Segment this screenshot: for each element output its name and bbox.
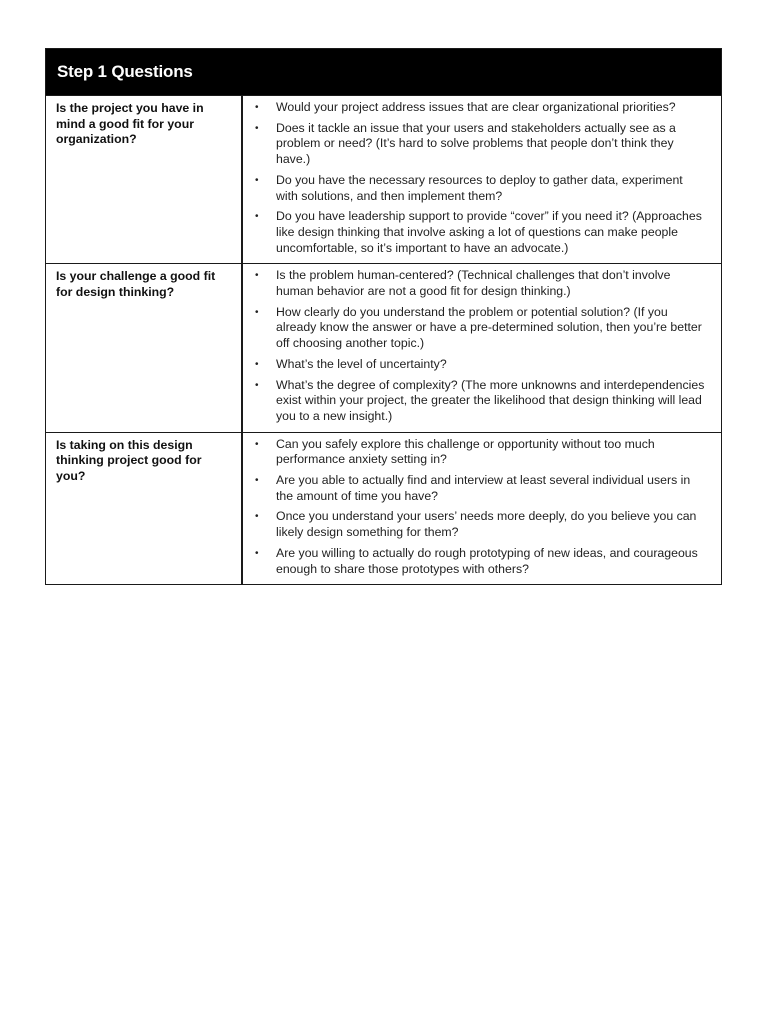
list-item — [251, 546, 707, 577]
bullet-text: Does it tackle an issue that your users and stakeholders actually see as a problem or need? (It’s hard to solve problems that people don’t think they have.) — [276, 120, 676, 167]
bullet-icon: • — [255, 174, 259, 186]
bullet-icon: • — [255, 547, 259, 559]
bullets-cell — [243, 264, 721, 431]
list-item — [251, 173, 707, 204]
bullet-text: Do you have the necessary resources to deploy to gather data, experiment with solutions, and then implement them? — [276, 172, 683, 203]
bullet-icon: • — [255, 358, 259, 370]
question-cell: Is your challenge a good fit for design thinking? — [46, 264, 243, 431]
table-row — [46, 432, 721, 585]
bullet-icon: • — [255, 211, 259, 223]
list-item — [251, 305, 707, 352]
bullet-list — [251, 268, 707, 424]
question-cell: Is the project you have in mind a good fit for your organization? — [46, 96, 243, 263]
list-item — [251, 509, 707, 540]
bullets-cell — [243, 433, 721, 585]
list-item — [251, 378, 707, 425]
bullet-icon: • — [255, 122, 259, 134]
question-cell: Is taking on this design thinking project good for you? — [46, 433, 243, 585]
table-row — [46, 95, 721, 263]
bullet-list — [251, 100, 707, 256]
bullet-text: Is the problem human-centered? (Technical challenges that don’t involve human behavior are not a good fit for design thinking.) — [276, 268, 671, 299]
bullet-text: Would your project address issues that are clear organizational priorities? — [276, 100, 676, 114]
table-row — [46, 263, 721, 431]
page-title: Step 1 Questions — [57, 62, 193, 81]
table-header — [46, 49, 721, 95]
list-item — [251, 100, 707, 116]
bullets-cell — [243, 96, 721, 263]
bullet-icon: • — [255, 475, 259, 487]
list-item — [251, 437, 707, 468]
list-item — [251, 209, 707, 256]
bullet-icon: • — [255, 511, 259, 523]
bullet-icon: • — [255, 270, 259, 282]
bullet-icon: • — [255, 379, 259, 391]
list-item — [251, 357, 707, 373]
bullet-text: Are you able to actually find and interview at least several individual users in the amount of time you have? — [276, 473, 691, 503]
bullet-text: What’s the level of uncertainty? — [276, 356, 447, 371]
bullet-text: How clearly do you understand the problem or potential solution? (If you already know the answer or have a pre-determined solution, then you’re better off choosing another topic.) — [276, 304, 702, 351]
bullet-text: Can you safely explore this challenge or opportunity without too much performance anxiety setting in? — [276, 436, 655, 467]
bullet-icon: • — [255, 102, 259, 113]
bullet-text: Do you have leadership support to provide “cover” if you need it? (Approaches like design thinking that involve asking a lot of questions can make people uncomfortable, so it’s important to have an advocate.) — [276, 209, 702, 255]
list-item — [251, 473, 707, 504]
bullet-text: Are you willing to actually do rough prototyping of new ideas, and courageous enough to share those prototypes with others? — [276, 545, 698, 576]
bullet-list — [251, 437, 707, 578]
questions-table — [45, 48, 722, 585]
bullet-icon: • — [255, 438, 259, 450]
bullet-icon: • — [255, 306, 259, 318]
bullet-text: What’s the degree of complexity? (The more unknowns and interdependencies exist within your project, the greater the likelihood that design thinking will lead you to a new insight.) — [276, 377, 705, 423]
list-item — [251, 121, 707, 168]
bullet-text: Once you understand your users’ needs more deeply, do you believe you can likely design something for them? — [276, 509, 697, 540]
list-item — [251, 268, 707, 299]
